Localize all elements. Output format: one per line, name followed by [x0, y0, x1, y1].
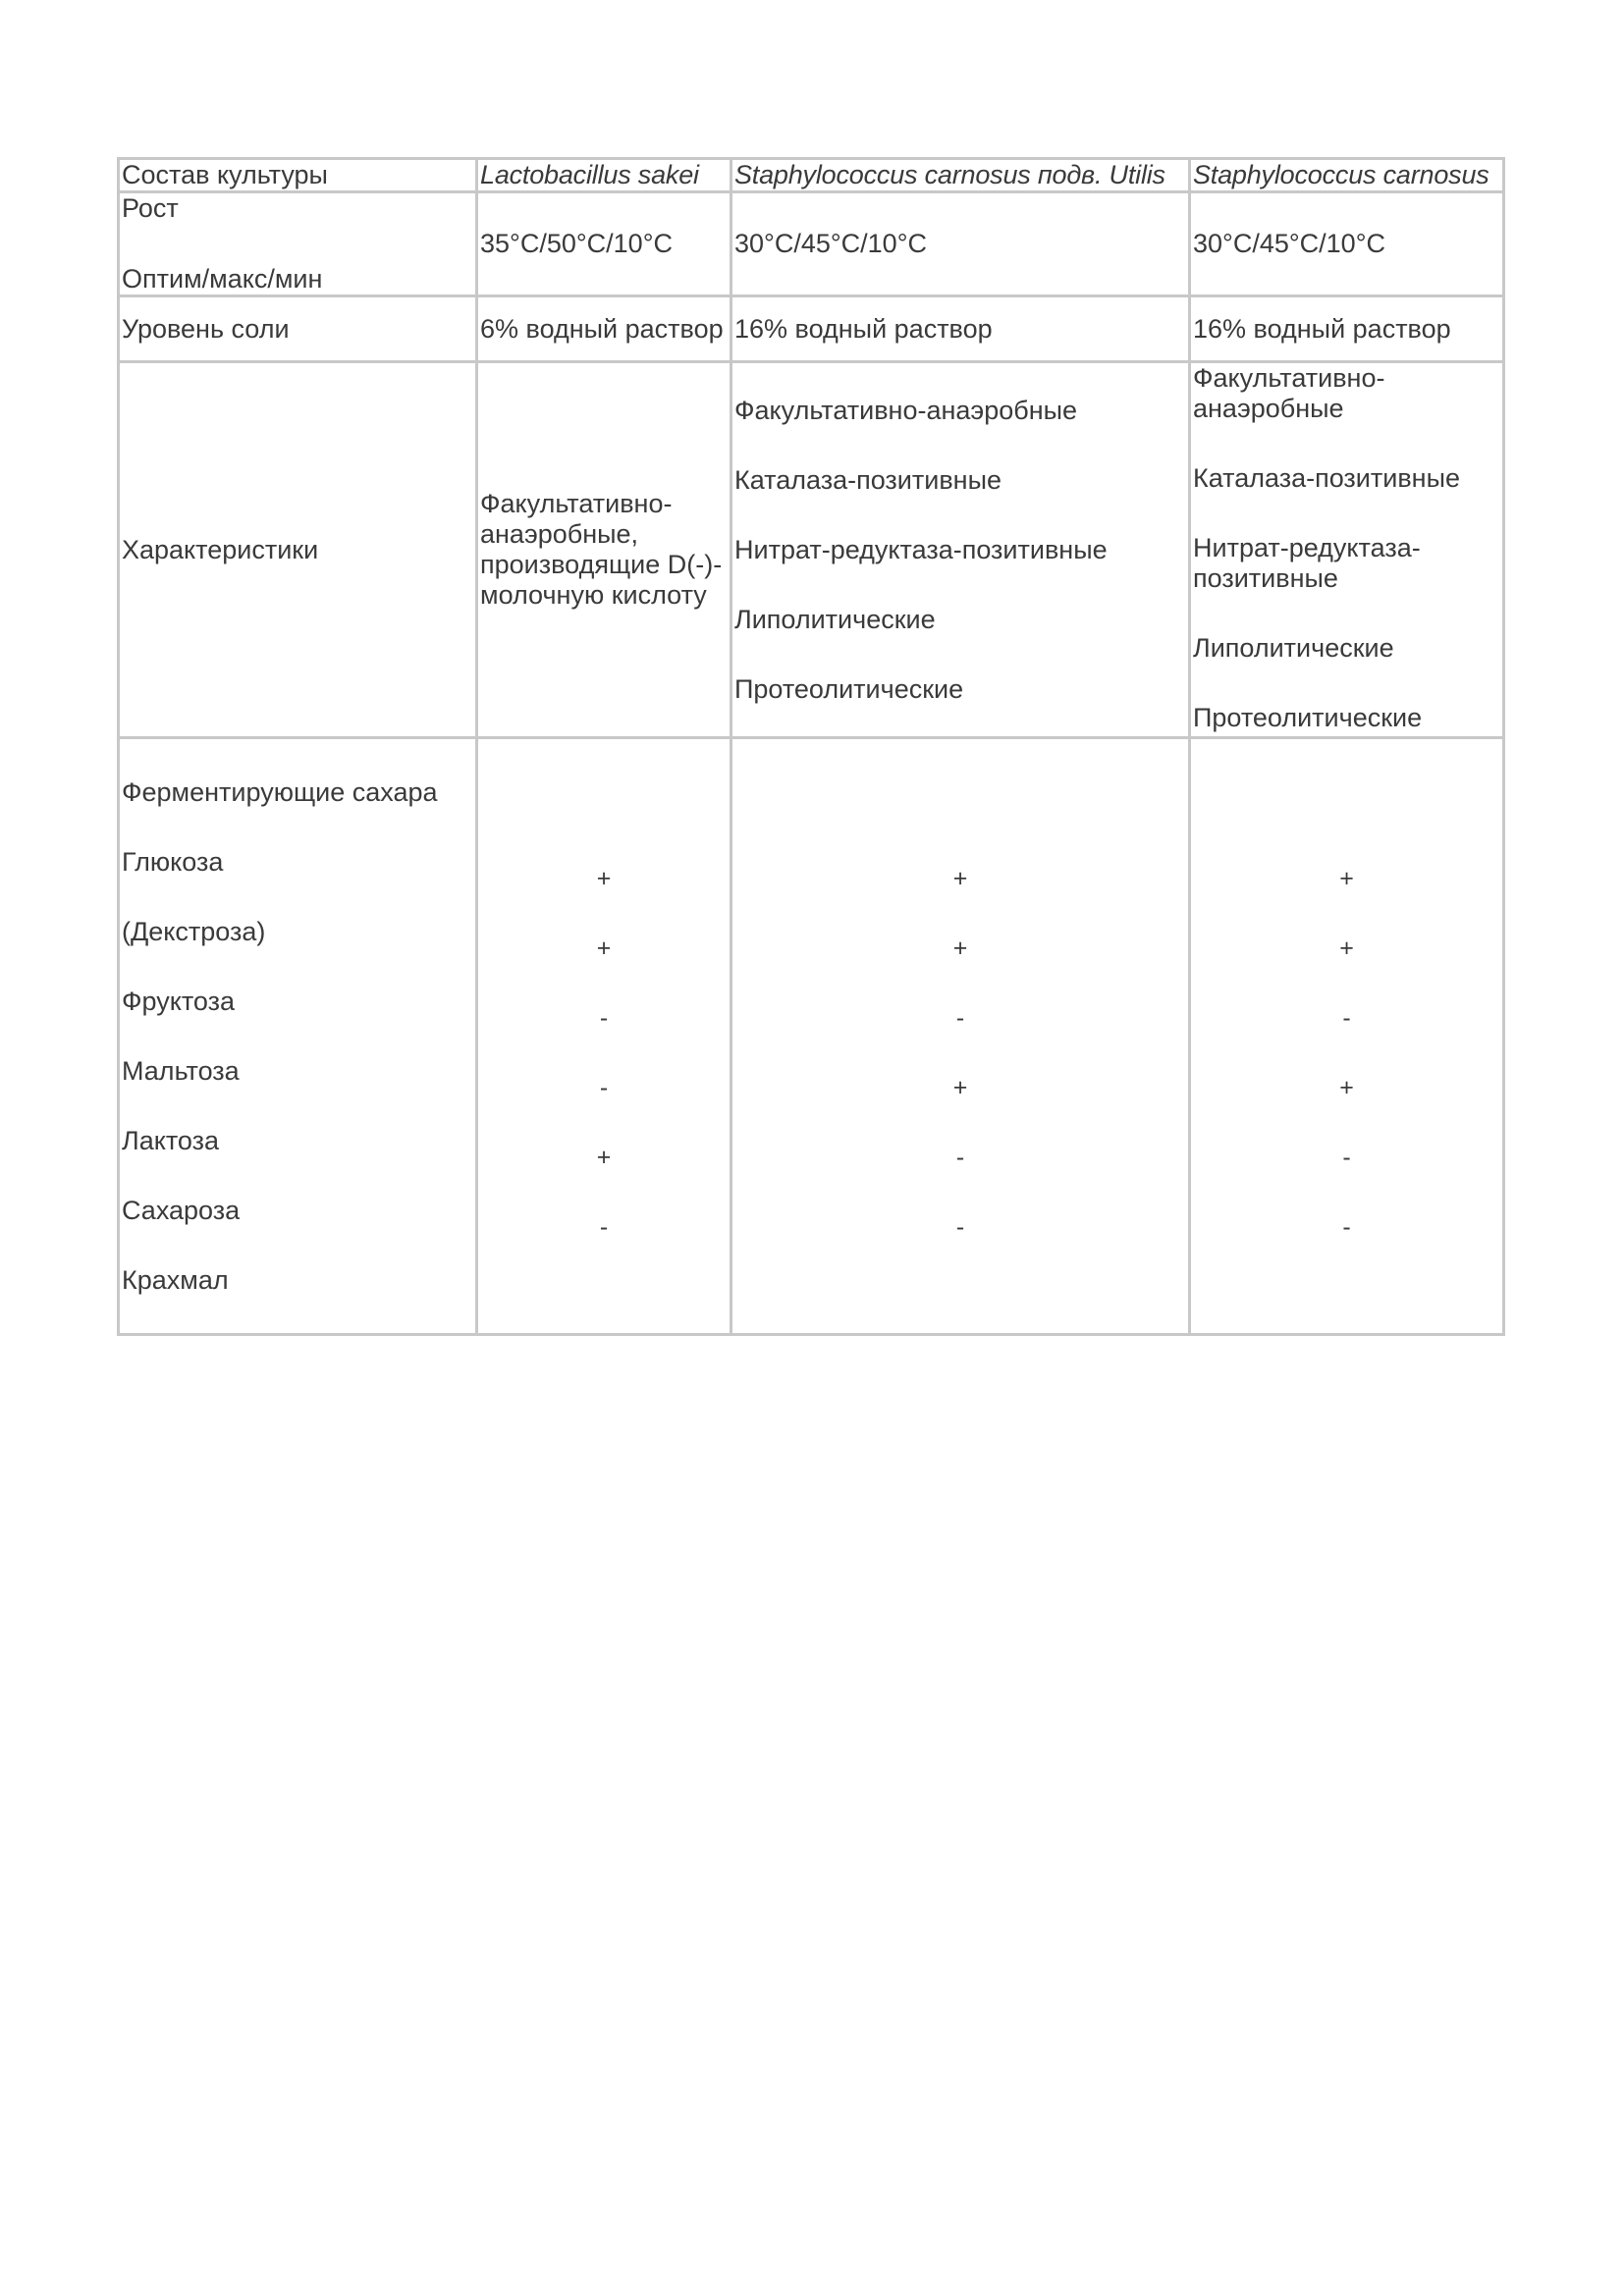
char-col3-item: Нитрат-редуктаза-позитивные [1193, 533, 1421, 593]
table-row-sugars [119, 738, 1504, 1335]
sugar-result: + [596, 934, 612, 962]
char-col2-item: Липолитические [734, 604, 936, 634]
salt-col2-cell: 16% водный раствор [731, 296, 1190, 362]
sugar-result: + [1339, 1074, 1354, 1101]
table-row-salt [119, 296, 1504, 362]
header-label-cell: Состав культуры [119, 159, 477, 192]
growth-label-line1: Рост [122, 193, 179, 223]
characteristics-col3-cell [1190, 362, 1504, 738]
sugar-result: + [596, 865, 612, 892]
sugar-result: - [599, 1074, 609, 1101]
growth-col2-cell: 30°C/45°C/10°C [731, 192, 1190, 296]
salt-col1-cell: 6% водный раствор [477, 296, 731, 362]
sugars-col3-cell [1190, 738, 1504, 1335]
sugar-result: - [1342, 1144, 1351, 1171]
char-col3-item: Липолитические [1193, 633, 1394, 663]
header-col1-cell: Lactobacillus sakei [477, 159, 731, 192]
table-row-growth [119, 192, 1504, 296]
sugar-item: (Декстроза) [122, 916, 266, 946]
char-col3-item: Каталаза-позитивные [1193, 463, 1461, 493]
sugar-result: + [952, 865, 968, 892]
char-col2-item: Протеолитические [734, 673, 964, 704]
sugar-item: Лактоза [122, 1125, 220, 1155]
sugar-result: + [1339, 934, 1354, 962]
char-col2-item: Нитрат-редуктаза-позитивные [734, 534, 1108, 564]
sugar-result: + [596, 1144, 612, 1171]
growth-col3-cell: 30°C/45°C/10°C [1190, 192, 1504, 296]
sugar-result: - [1342, 1004, 1351, 1032]
table-header-row [119, 159, 1504, 192]
culture-table [117, 157, 1505, 1336]
char-col2-item: Каталаза-позитивные [734, 464, 1002, 495]
salt-label-cell: Уровень соли [119, 296, 477, 362]
growth-label-line2: Оптим/макс/мин [122, 264, 323, 294]
header-col3-cell: Staphylococcus carnosus [1190, 159, 1504, 192]
char-col2-item: Факультативно-анаэробные [734, 395, 1078, 425]
sugar-result: - [1342, 1213, 1351, 1241]
char-col3-item: Протеолитические [1193, 703, 1423, 732]
growth-col1-cell: 35°C/50°C/10°C [477, 192, 731, 296]
sugar-result: + [952, 1074, 968, 1101]
sugar-result: - [955, 1144, 965, 1171]
sugar-result: - [599, 1004, 609, 1032]
sugars-col2-cell [731, 738, 1190, 1335]
sugar-result: - [955, 1004, 965, 1032]
sugar-result: + [952, 934, 968, 962]
salt-col3-cell: 16% водный раствор [1190, 296, 1504, 362]
sugars-label-cell [119, 738, 477, 1335]
growth-label-cell [119, 192, 477, 296]
sugar-item: Мальтоза [122, 1055, 240, 1086]
sugar-item: Глюкоза [122, 846, 224, 877]
characteristics-col2-cell [731, 362, 1190, 738]
characteristics-col1-cell: Факультативно-анаэробные, производящие D(-)-молочную кислоту [477, 362, 731, 738]
sugars-col1-cell [477, 738, 731, 1335]
char-col3-item: Факультативно-анаэробные [1193, 363, 1385, 423]
characteristics-label-cell: Характеристики [119, 362, 477, 738]
sugar-result: + [1339, 865, 1354, 892]
sugar-item: Фруктоза [122, 986, 236, 1016]
sugar-item: Крахмал [122, 1264, 229, 1295]
sugar-result: - [955, 1213, 965, 1241]
table-row-characteristics [119, 362, 1504, 738]
sugars-heading: Ферментирующие сахара [122, 776, 438, 807]
sugar-item: Сахароза [122, 1195, 241, 1225]
header-col2-cell: Staphylococcus carnosus подв. Utilis [731, 159, 1190, 192]
sugar-result: - [599, 1213, 609, 1241]
